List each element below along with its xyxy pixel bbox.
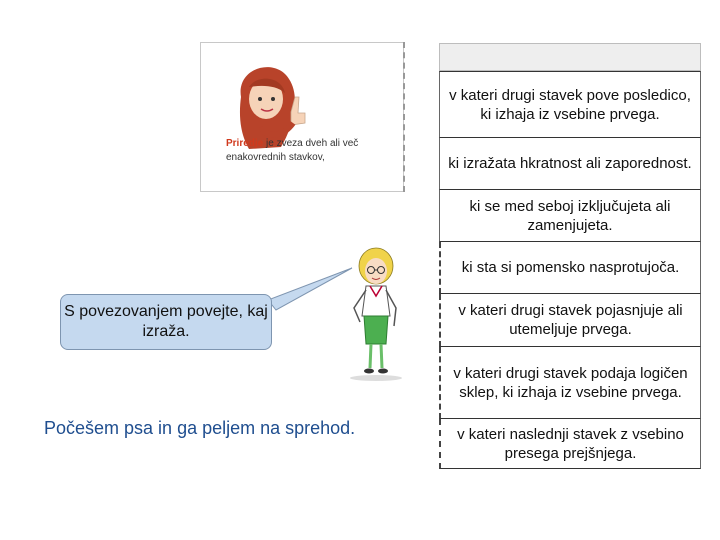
speech-bubble: S povezovanjem povejte, kaj izraža. bbox=[60, 294, 272, 350]
table-row-1[interactable]: v kateri drugi stavek pove posledico, ki izhaja iz vsebine prvega. bbox=[439, 71, 701, 138]
example-sentence: Počešem psa in ga peljem na sprehod. bbox=[44, 418, 356, 438]
meaning-table bbox=[439, 43, 701, 469]
intro-definition bbox=[226, 137, 406, 165]
table-row-3[interactable]: ki se med seboj izključujeta ali zamenjujeta. bbox=[439, 190, 701, 242]
table-row-4[interactable]: ki sta si pomensko nasprotujoča. bbox=[439, 242, 701, 294]
intro-keyword: Priredje bbox=[226, 138, 264, 149]
intro-illustration-card bbox=[200, 42, 404, 192]
card-divider bbox=[403, 42, 405, 192]
table-row-7[interactable]: v kateri naslednji stavek z vsebino presega prejšnjega. bbox=[439, 419, 701, 469]
table-row-6[interactable]: v kateri drugi stavek podaja logičen sklep, ki izhaja iz vsebine prvega. bbox=[439, 347, 701, 419]
teacher-figure-icon bbox=[340, 244, 412, 384]
table-row-2[interactable]: ki izražata hkratnost ali zaporednost. bbox=[439, 138, 701, 190]
intro-line2: enakovrednih stavkov, bbox=[226, 152, 325, 163]
table-header bbox=[439, 43, 701, 71]
intro-line1: je zveza dveh ali več bbox=[263, 138, 359, 149]
table-row-5[interactable]: v kateri drugi stavek pojasnjuje ali utemeljuje prvega. bbox=[439, 294, 701, 347]
